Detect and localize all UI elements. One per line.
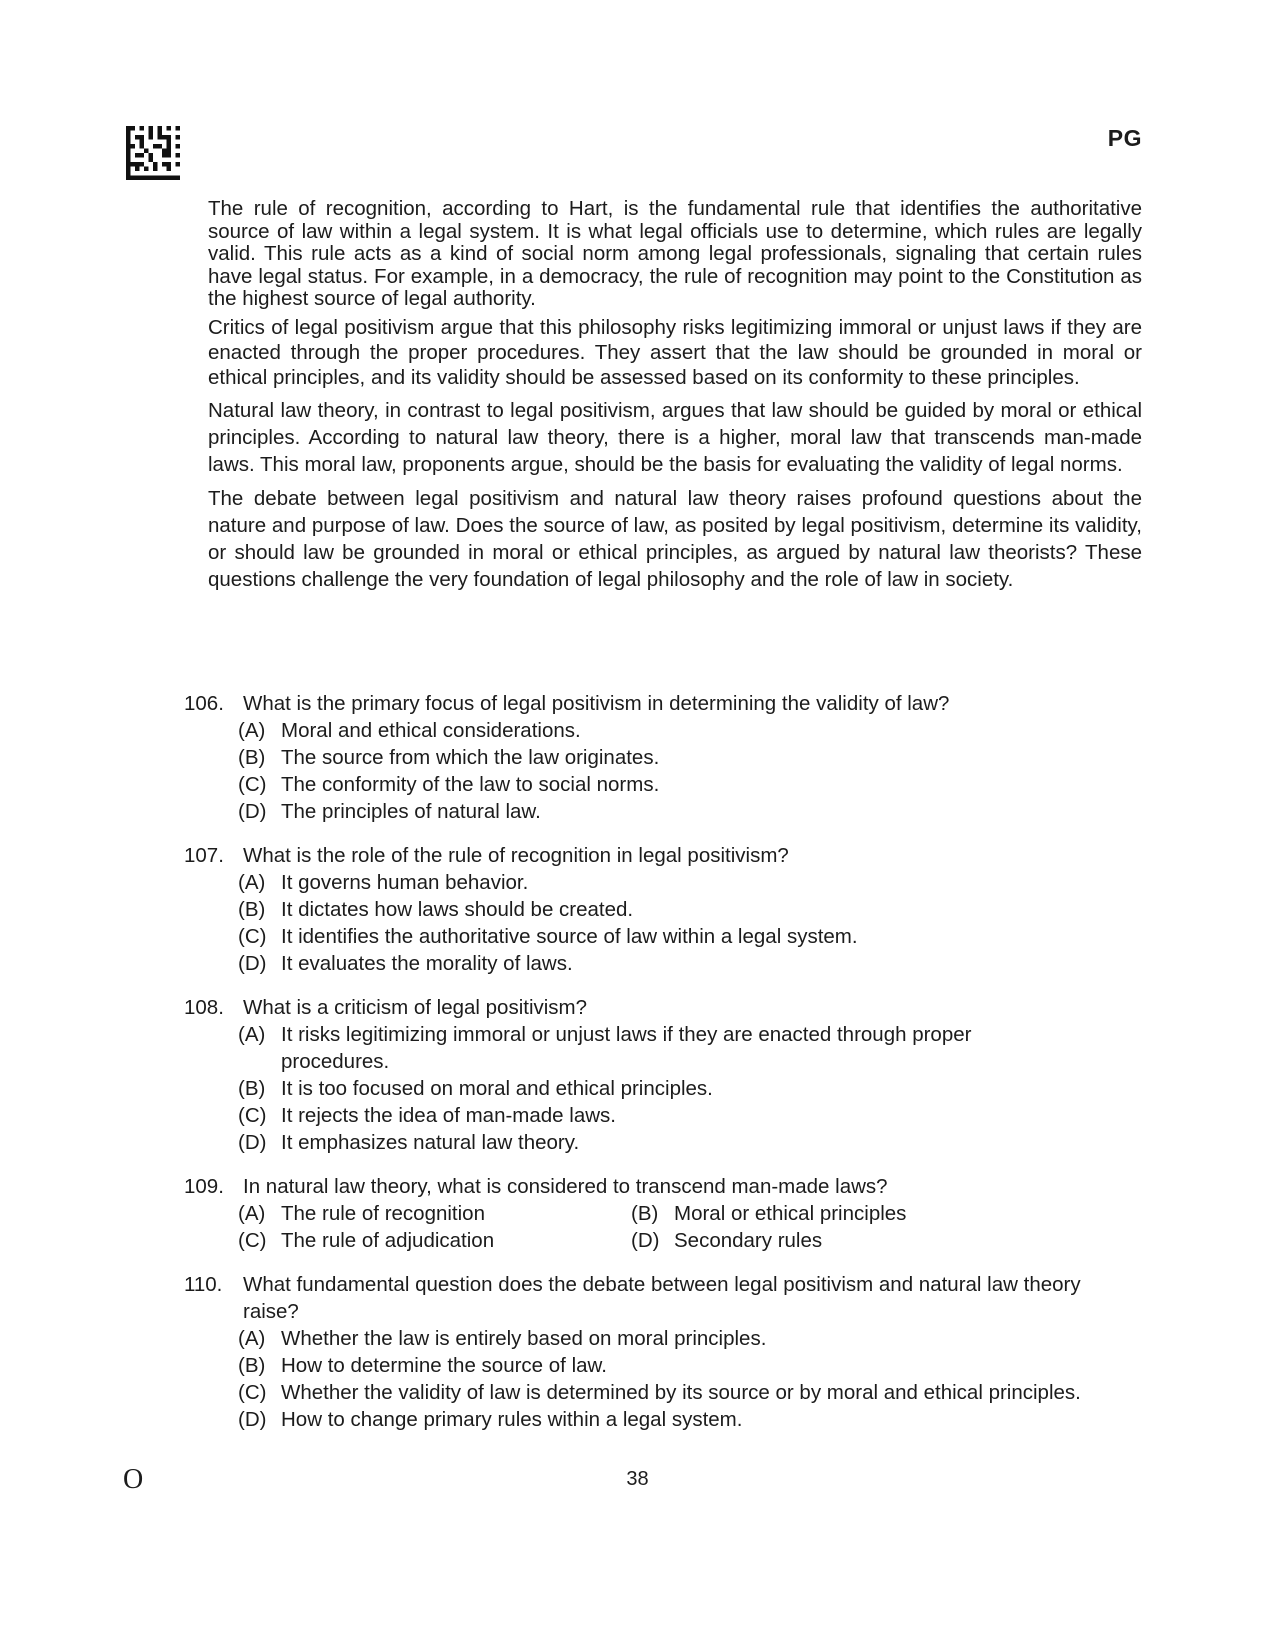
option-label: (C)	[238, 773, 267, 796]
qr-code	[126, 126, 180, 180]
option-label: (B)	[238, 898, 266, 921]
option-c	[238, 1102, 1142, 1129]
option-label: (C)	[238, 925, 267, 948]
option-label: (B)	[238, 746, 266, 769]
option-text: It identifies the authoritative source of law within a legal system.	[281, 925, 858, 948]
question-110	[184, 1271, 1142, 1433]
option-d	[238, 1406, 1142, 1433]
option-label: (D)	[631, 1229, 660, 1252]
question-text: What fundamental question does the debate between legal positivism and natural law theory raise?	[243, 1273, 1081, 1323]
option-label: (A)	[238, 1202, 266, 1225]
option-d	[238, 950, 1142, 977]
option-label: (A)	[238, 871, 266, 894]
question-number: 110.	[184, 1273, 223, 1296]
option-text: Whether the validity of law is determined by its source or by moral and ethical principles.	[281, 1381, 1081, 1404]
question-109	[184, 1173, 1142, 1254]
footer-mark: O	[123, 1464, 144, 1495]
option-text: Moral or ethical principles	[674, 1202, 907, 1225]
passage-paragraph: The rule of recognition, according to Hart, is the fundamental rule that identifies the authoritative source of law within a legal system. It is what legal officials use to determine, which rules are legally valid. This rule acts as a kind of social norm among legal professionals, signaling that certain rules have legal status. For example, in a democracy, the rule of recognition may point to the Constitution as the highest source of legal authority.	[208, 197, 1142, 310]
option-text: It governs human behavior.	[281, 871, 529, 894]
option-text: How to determine the source of law.	[281, 1354, 607, 1377]
passage-paragraph: Critics of legal positivism argue that this philosophy risks legitimizing immoral or unjust laws if they are enacted through the proper procedures. They assert that the law should be grounded in moral or ethical principles, and its validity should be assessed based on its conformity to these principles.	[208, 315, 1142, 389]
option-c	[238, 923, 1142, 950]
question-107	[184, 842, 1142, 977]
passage-paragraph: Natural law theory, in contrast to legal positivism, argues that law should be guided by moral or ethical principles. According to natural law theory, there is a higher, moral law that transcends man-made laws. This moral law, proponents argue, should be the basis for evaluating the validity of legal norms.	[208, 398, 1142, 476]
option-a	[238, 717, 1142, 744]
option-c	[238, 1227, 631, 1254]
option-label: (D)	[238, 800, 267, 823]
option-text: It rejects the idea of man-made laws.	[281, 1104, 616, 1127]
option-label: (A)	[238, 1023, 266, 1046]
option-a	[238, 869, 1142, 896]
question-108	[184, 994, 1142, 1156]
option-text: Secondary rules	[674, 1229, 823, 1252]
option-label: (D)	[238, 952, 267, 975]
option-label: (D)	[238, 1408, 267, 1431]
option-label: (B)	[238, 1354, 266, 1377]
option-text: The principles of natural law.	[281, 800, 541, 823]
question-text: In natural law theory, what is considered to transcend man-made laws?	[243, 1175, 888, 1198]
option-text: The conformity of the law to social norms.	[281, 773, 660, 796]
option-label: (B)	[238, 1077, 266, 1100]
option-label: (C)	[238, 1229, 267, 1252]
question-106	[184, 690, 1142, 825]
option-label: (B)	[631, 1202, 659, 1225]
option-b	[238, 896, 1142, 923]
option-text: Moral and ethical considerations.	[281, 719, 581, 742]
question-text: What is a criticism of legal positivism?	[243, 996, 588, 1019]
question-number: 107.	[184, 844, 224, 867]
question-number: 109.	[184, 1175, 224, 1198]
reading-passage	[208, 198, 1142, 593]
option-grid	[238, 1200, 1142, 1254]
option-text: The rule of recognition	[281, 1202, 485, 1225]
option-label: (A)	[238, 1327, 266, 1350]
option-a	[238, 1200, 631, 1227]
option-label: (A)	[238, 719, 266, 742]
option-a	[238, 1021, 1142, 1075]
option-c	[238, 1379, 1142, 1406]
question-text: What is the primary focus of legal positivism in determining the validity of law?	[243, 692, 950, 715]
option-text: How to change primary rules within a legal system.	[281, 1408, 743, 1431]
passage-paragraph: The debate between legal positivism and natural law theory raises profound questions about the nature and purpose of law. Does the source of law, as posited by legal positivism, determine its validity, or should law be grounded in moral or ethical principles, as argued by natural law theorists? These questions challenge the very foundation of legal philosophy and the role of law in society.	[208, 486, 1142, 591]
option-text: It risks legitimizing immoral or unjust laws if they are enacted through proper procedures.	[281, 1023, 972, 1073]
option-text: It evaluates the morality of laws.	[281, 952, 573, 975]
question-list	[184, 690, 1142, 1450]
option-b	[631, 1200, 1142, 1227]
option-label: (C)	[238, 1104, 267, 1127]
option-text: The source from which the law originates.	[281, 746, 660, 769]
option-text: The rule of adjudication	[281, 1229, 495, 1252]
option-a	[238, 1325, 1142, 1352]
option-d	[631, 1227, 1142, 1254]
paper-code: PG	[1107, 125, 1142, 151]
question-text: What is the role of the rule of recognition in legal positivism?	[243, 844, 789, 867]
option-text: It is too focused on moral and ethical principles.	[281, 1077, 713, 1100]
option-d	[238, 798, 1142, 825]
option-d	[238, 1129, 1142, 1156]
question-number: 108.	[184, 996, 224, 1019]
option-b	[238, 1075, 1142, 1102]
option-label: (D)	[238, 1131, 267, 1154]
option-text: It emphasizes natural law theory.	[281, 1131, 580, 1154]
option-text: It dictates how laws should be created.	[281, 898, 634, 921]
question-number: 106.	[184, 692, 224, 715]
option-c	[238, 771, 1142, 798]
option-b	[238, 1352, 1142, 1379]
option-b	[238, 744, 1142, 771]
page-number: 38	[626, 1468, 649, 1490]
option-text: Whether the law is entirely based on moral principles.	[281, 1327, 767, 1350]
option-label: (C)	[238, 1381, 267, 1404]
